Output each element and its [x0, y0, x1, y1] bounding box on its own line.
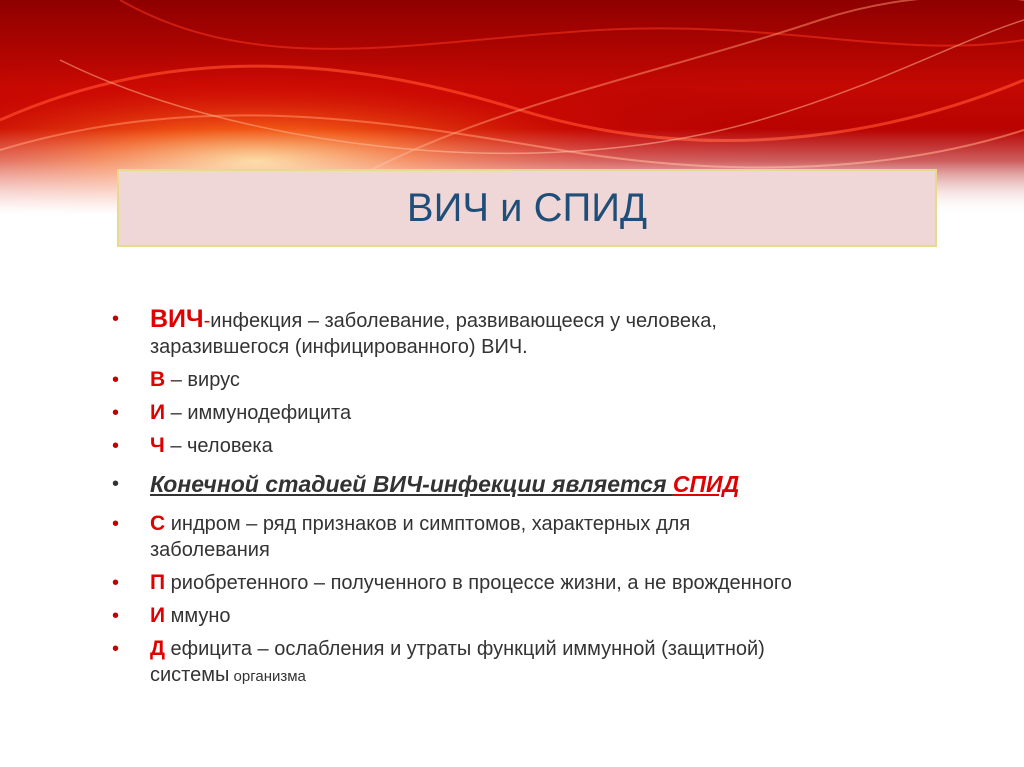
- letter-ch: Ч: [150, 434, 165, 457]
- hiv-definition-line1: инфекция – заболевание, развивающееся у человека,: [210, 310, 717, 332]
- aids-term: СПИД: [672, 471, 740, 497]
- letter-d: Д: [150, 637, 165, 660]
- hiv-term: ВИЧ: [150, 305, 204, 333]
- letter-d-meaning-line1: ефицита – ослабления и утраты функций иммунной (защитной): [164, 638, 765, 660]
- bullet-icon: •: [112, 513, 120, 535]
- bullet-icon: •: [112, 369, 120, 391]
- list-item-aids-statement: [112, 471, 912, 499]
- letter-i-meaning: – иммунодефицита: [165, 402, 352, 424]
- letter-i2-meaning: ммуно: [165, 605, 231, 627]
- list-item-ch: [112, 433, 912, 459]
- hiv-dash: -: [203, 310, 211, 332]
- letter-v: В: [150, 368, 166, 391]
- letter-p: П: [150, 571, 166, 594]
- list-item-v: [112, 367, 912, 393]
- letter-v-meaning: – вирус: [165, 369, 240, 391]
- slide-title: ВИЧ и СПИД: [406, 185, 648, 230]
- list-item-s: [112, 511, 912, 563]
- list-item-i: [112, 400, 912, 426]
- letter-p-meaning: риобретенного – полученного в процессе жизни, а не врожденного: [165, 572, 792, 594]
- list-item-p: [112, 570, 912, 596]
- letter-s-meaning-line2: заболевания: [150, 539, 270, 561]
- bullet-icon: •: [112, 308, 120, 330]
- list-item-hiv-definition: [112, 306, 912, 360]
- bullet-icon: •: [112, 572, 120, 594]
- bullet-list: [112, 306, 912, 690]
- bullet-icon: •: [112, 435, 120, 457]
- letter-i2: И: [150, 604, 166, 627]
- bullet-icon: •: [112, 402, 120, 424]
- letter-s: С: [150, 512, 166, 535]
- hiv-definition-line2: заразившегося (инфицированного) ВИЧ.: [150, 336, 528, 358]
- letter-d-meaning-line2-small: организма: [229, 668, 306, 685]
- title-box: [117, 169, 937, 247]
- letter-i: И: [150, 401, 166, 424]
- list-item-d: [112, 636, 912, 690]
- bullet-icon: •: [112, 638, 120, 660]
- list-item-i2: [112, 603, 912, 629]
- aids-statement: Конечной стадией ВИЧ-инфекции является: [150, 471, 673, 497]
- letter-d-meaning-line2: системы: [150, 664, 230, 686]
- letter-s-meaning-line1: индром – ряд признаков и симптомов, характерных для: [165, 513, 691, 535]
- bullet-icon: •: [112, 605, 120, 627]
- letter-ch-meaning: – человека: [164, 435, 273, 457]
- bullet-icon: •: [112, 473, 120, 495]
